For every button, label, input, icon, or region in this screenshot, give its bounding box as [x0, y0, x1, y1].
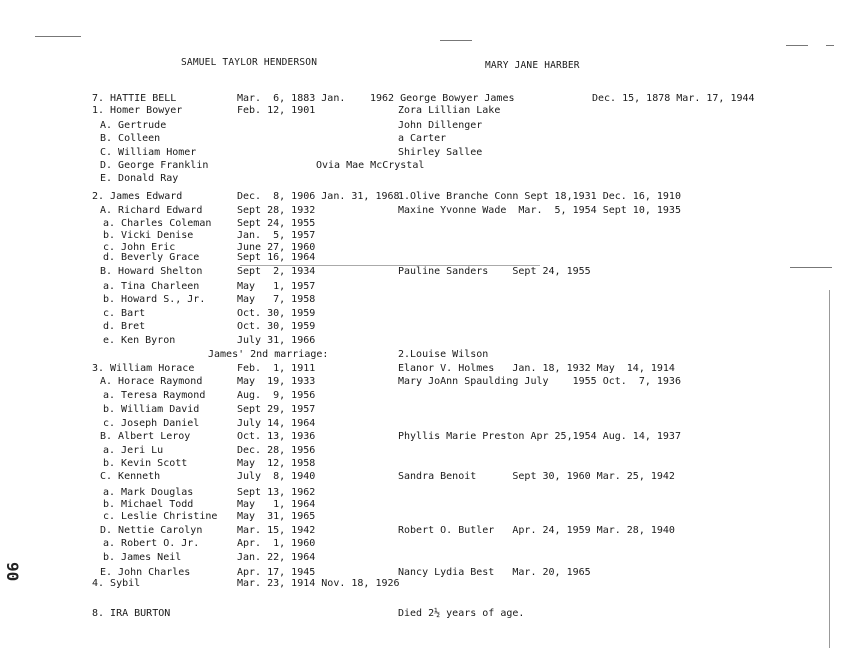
r4-col3: a Carter: [398, 133, 447, 144]
r23-col1: a. Teresa Raymond: [103, 390, 206, 401]
r14-col2: Sept 2, 1934: [237, 266, 316, 277]
r17-col1: c. Bart: [103, 308, 146, 319]
r29-col1: C. Kenneth: [100, 471, 161, 482]
r8-col1: 2. James Edward: [92, 191, 183, 202]
r13-col2: Sept 16, 1964: [237, 252, 316, 263]
r27-col1: a. Jeri Lu: [103, 445, 164, 456]
r29-col3: Sandra Benoit Sept 30, 1960 Mar. 25, 1942: [398, 471, 675, 482]
r11-col1: b. Vicki Denise: [103, 230, 194, 241]
r1-col2: Mar. 6, 1883 Jan.: [237, 93, 346, 104]
r3-col3: John Dillenger: [398, 120, 483, 131]
r22-col3: Mary JoAnn Spaulding July 1955 Oct. 7, 1936: [398, 376, 681, 387]
r6-col1: D. George Franklin: [100, 160, 209, 171]
r1-col1: 7. HATTIE BELL: [92, 93, 177, 104]
r20-col3: 2.Louise Wilson: [398, 349, 489, 360]
r31-col1: b. Michael Todd: [103, 499, 194, 510]
r8-col2: Dec. 8, 1906 Jan. 31, 1968: [237, 191, 400, 202]
r28-col2: May 12, 1958: [237, 458, 316, 469]
r35-col1: b. James Neil: [103, 552, 182, 563]
r30-col1: a. Mark Douglas: [103, 487, 194, 498]
r14-col3: Pauline Sanders Sept 24, 1955: [398, 266, 591, 277]
r3-col1: A. Gertrude: [100, 120, 167, 131]
r7-col1: E. Donald Ray: [100, 173, 179, 184]
r1-col3: 1962 George Bowyer James: [370, 93, 515, 104]
r37-col1: 4. Sybil: [92, 578, 141, 589]
r36-col2: Apr. 17, 1945: [237, 567, 316, 578]
r8-col3: 1.Olive Branche Conn Sept 18,1931 Dec. 16, 1910: [398, 191, 681, 202]
r28-col1: b. Kevin Scott: [103, 458, 188, 469]
r25-col1: c. Joseph Daniel: [103, 418, 200, 429]
scan-mark: [790, 267, 832, 268]
page-number: 90: [3, 562, 22, 582]
r22-col2: May 19, 1933: [237, 376, 316, 387]
r6-col2: Ovia Mae McCrystal: [316, 160, 425, 171]
r15-col2: May 1, 1957: [237, 281, 316, 292]
r31-col2: May 1, 1964: [237, 499, 316, 510]
r26-col3: Phyllis Marie Preston Apr 25,1954 Aug. 14, 1937: [398, 431, 681, 442]
r32-col1: c. Leslie Christine: [103, 511, 218, 522]
r12-col2: June 27, 1960: [237, 242, 316, 253]
r36-col1: E. John Charles: [100, 567, 191, 578]
r24-col2: Sept 29, 1957: [237, 404, 316, 415]
r1-col4: Dec. 15, 1878 Mar. 17, 1944: [592, 93, 755, 104]
r19-col1: e. Ken Byron: [103, 335, 176, 346]
r26-col2: Oct. 13, 1936: [237, 431, 316, 442]
r9-col1: A. Richard Edward: [100, 205, 203, 216]
r5-col3: Shirley Sallee: [398, 147, 483, 158]
wife-name-header: MARY JANE HARBER: [485, 60, 580, 71]
scan-mark: [826, 45, 834, 46]
r10-col1: a. Charles Coleman: [103, 218, 212, 229]
r17-col2: Oct. 30, 1959: [237, 308, 316, 319]
r12-col1: c. John Eric: [103, 242, 176, 253]
r13-col1: d. Beverly Grace: [103, 252, 200, 263]
r33-col3: Robert O. Butler Apr. 24, 1959 Mar. 28, 1940: [398, 525, 675, 536]
r38-col1: 8. IRA BURTON: [92, 608, 171, 619]
scan-mark: [35, 36, 81, 37]
r20-col2: James' 2nd marriage:: [208, 349, 329, 360]
r30-col2: Sept 13, 1962: [237, 487, 316, 498]
r21-col2: Feb. 1, 1911: [237, 363, 316, 374]
r33-col1: D. Nettie Carolyn: [100, 525, 203, 536]
r19-col2: July 31, 1966: [237, 335, 316, 346]
r38-col3: Died 2½ years of age.: [398, 608, 525, 619]
r33-col2: Mar. 15, 1942: [237, 525, 316, 536]
r32-col2: May 31, 1965: [237, 511, 316, 522]
r23-col2: Aug. 9, 1956: [237, 390, 316, 401]
r37-col2: Mar. 23, 1914 Nov. 18, 1926: [237, 578, 400, 589]
r27-col2: Dec. 28, 1956: [237, 445, 316, 456]
r18-col1: d. Bret: [103, 321, 146, 332]
r21-col3: Elanor V. Holmes Jan. 18, 1932 May 14, 1914: [398, 363, 675, 374]
r2-col2: Feb. 12, 1901: [237, 105, 316, 116]
r2-col3: Zora Lillian Lake: [398, 105, 501, 116]
r9-col2: Sept 28, 1932: [237, 205, 316, 216]
r34-col1: a. Robert O. Jr.: [103, 538, 200, 549]
r2-col1: 1. Homer Bowyer: [92, 105, 183, 116]
r4-col1: B. Colleen: [100, 133, 161, 144]
husband-name-header: SAMUEL TAYLOR HENDERSON: [181, 57, 318, 68]
r35-col2: Jan. 22, 1964: [237, 552, 316, 563]
r15-col1: a. Tina Charleen: [103, 281, 200, 292]
r11-col2: Jan. 5, 1957: [237, 230, 316, 241]
scan-mark: [440, 40, 472, 41]
r9-col3: Maxine Yvonne Wade Mar. 5, 1954 Sept 10, 1935: [398, 205, 681, 216]
r16-col1: b. Howard S., Jr.: [103, 294, 206, 305]
r16-col2: May 7, 1958: [237, 294, 316, 305]
r18-col2: Oct. 30, 1959: [237, 321, 316, 332]
r22-col1: A. Horace Raymond: [100, 376, 203, 387]
scan-mark: [786, 45, 808, 46]
r10-col2: Sept 24, 1955: [237, 218, 316, 229]
r34-col2: Apr. 1, 1960: [237, 538, 316, 549]
r14-col1: B. Howard Shelton: [100, 266, 203, 277]
r24-col1: b. William David: [103, 404, 200, 415]
r26-col1: B. Albert Leroy: [100, 431, 191, 442]
r36-col3: Nancy Lydia Best Mar. 20, 1965: [398, 567, 591, 578]
r29-col2: July 8, 1940: [237, 471, 316, 482]
page-edge-line: [829, 290, 830, 648]
r5-col1: C. William Homer: [100, 147, 197, 158]
r25-col2: July 14, 1964: [237, 418, 316, 429]
r21-col1: 3. William Horace: [92, 363, 195, 374]
